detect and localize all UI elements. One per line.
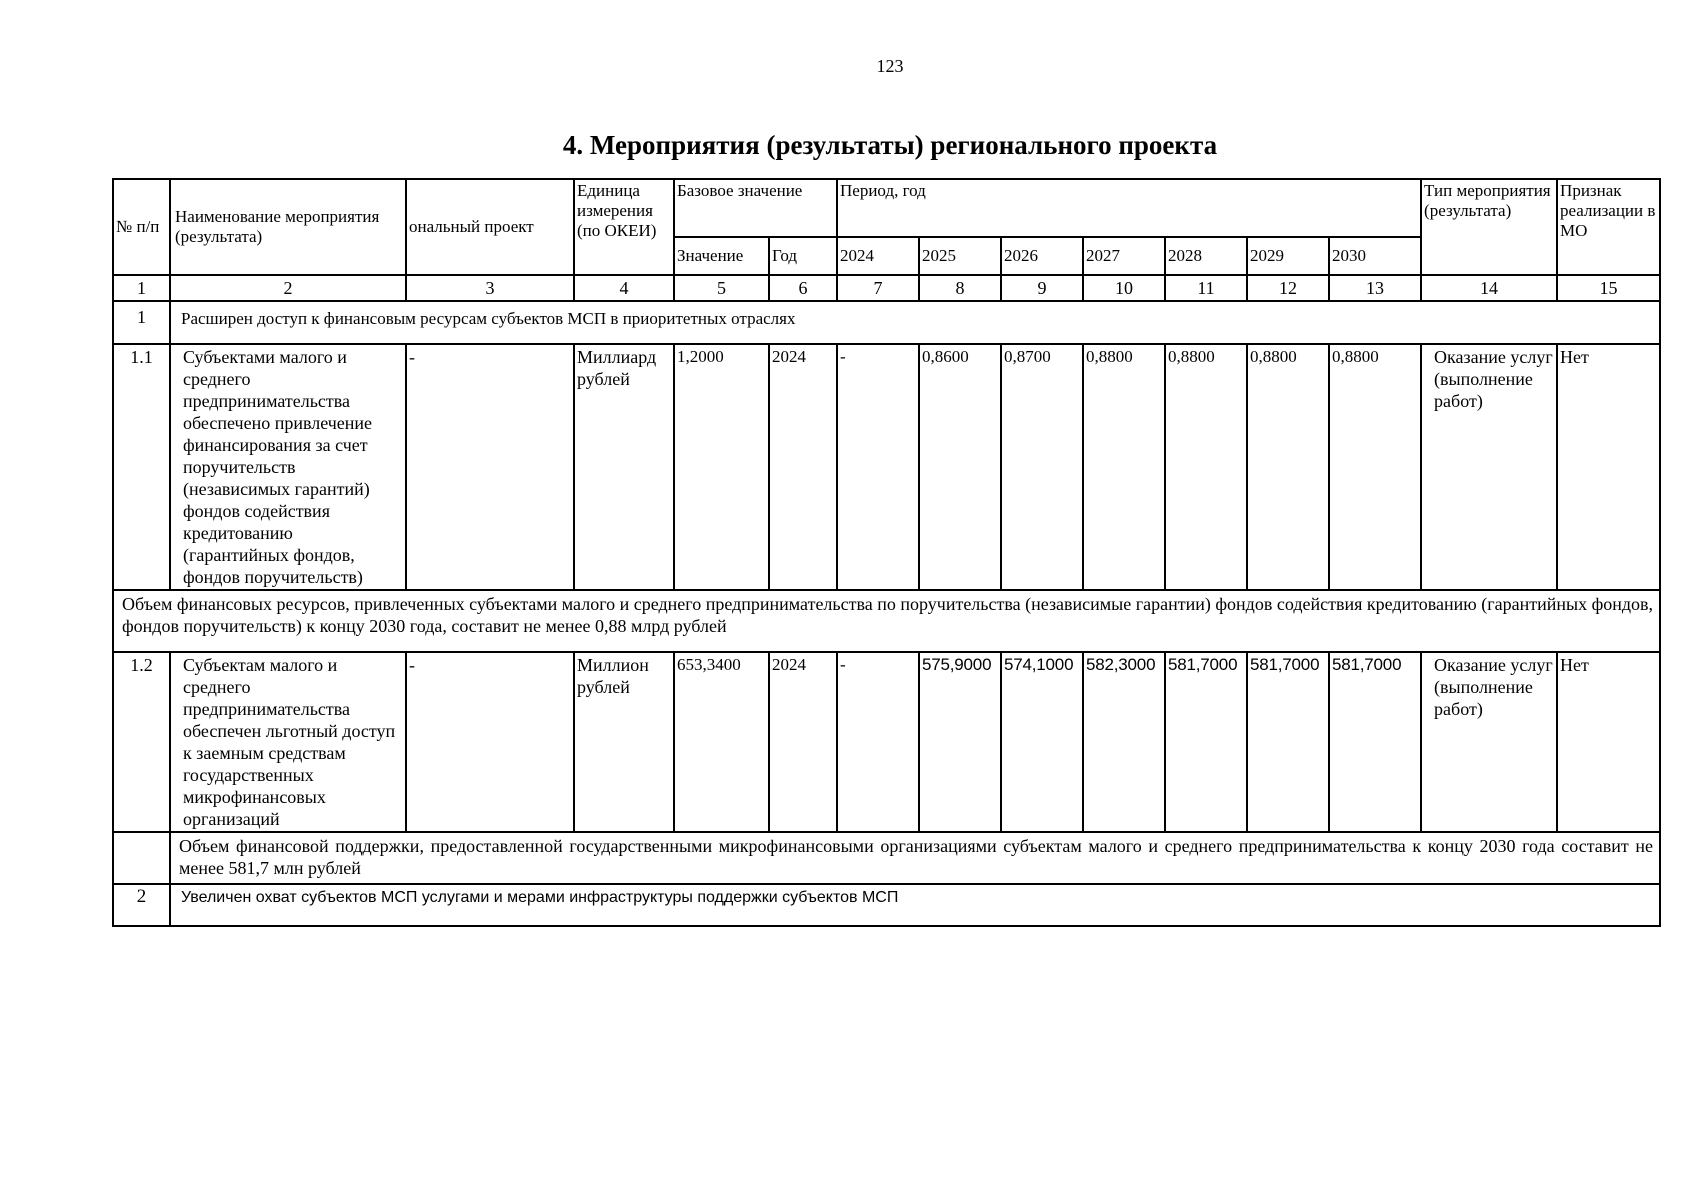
results-table [112,178,1661,927]
header-year-2028: 2028 [1165,237,1247,275]
header-unit: Единица измерения (по ОКЕИ) [574,179,674,275]
header-name: Наименование мероприятия (результата) [170,179,406,275]
row-value-2028: 581,7000 [1165,652,1247,832]
row-unit: Миллиард рублей [574,344,674,590]
section-title: 4. Мероприятия (результаты) регионального проекта [562,130,1218,160]
goal-text: Расширен доступ к финансовым ресурсам субъектов МСП в приоритетных отраслях [170,301,1660,344]
goal-num: 1 [113,301,170,344]
result-description: Объем финансовых ресурсов, привлеченных субъектами малого и среднего предпринимательства по поручительства (независимые гарантии) фондов содействия кредитованию (гарантийных фондов, фондов поручительств) к концу 2030 года, составит не менее 0,88 млрд рублей [113,590,1660,652]
header-base-year: Год [769,237,837,275]
goal-num: 2 [113,884,170,926]
header-year-2027: 2027 [1083,237,1165,275]
note-empty-cell [113,832,170,884]
row-value-2030: 581,7000 [1329,652,1421,832]
column-number: 7 [837,275,919,301]
row-value-2025: 575,9000 [919,652,1001,832]
table-row [113,652,1660,832]
header-year-2026: 2026 [1001,237,1083,275]
row-value-2024: - [837,652,919,832]
column-number: 10 [1083,275,1165,301]
row-base-value: 653,3400 [674,652,769,832]
column-number: 4 [574,275,674,301]
row-value-2026: 574,1000 [1001,652,1083,832]
row-unit: Миллион рублей [574,652,674,832]
column-number: 6 [769,275,837,301]
header-year-2029: 2029 [1247,237,1329,275]
header-year-2025: 2025 [919,237,1001,275]
row-sign: Нет [1557,652,1660,832]
row-value-2029: 581,7000 [1247,652,1329,832]
note-row [113,832,1660,884]
row-value-2025: 0,8600 [919,344,1001,590]
row-name: Субъектами малого и среднего предпринимательства обеспечено привлечение финансирования за счет поручительств (независимых гарантий) фондов содействия кредитованию (гарантийных фондов, фондов поручительств) [170,344,406,590]
column-number: 2 [170,275,406,301]
row-type: Оказание услуг (выполнение работ) [1421,652,1557,832]
row-value-2027: 0,8800 [1083,344,1165,590]
row-base-year: 2024 [769,652,837,832]
column-number: 14 [1421,275,1557,301]
row-name: Субъектам малого и среднего предпринимательства обеспечен льготный доступ к заемным средствам государственных микрофинансовых организаций [170,652,406,832]
header-sign: Признак реализации в МО [1557,179,1660,275]
row-num: 1.1 [113,344,170,590]
header-type: Тип мероприятия (результата) [1421,179,1557,275]
column-number: 12 [1247,275,1329,301]
page-number: 123 [876,56,904,76]
header-project: ональный проект [406,179,574,275]
column-numbers-row [113,275,1660,301]
column-number: 11 [1165,275,1247,301]
header-num: № п/п [113,179,170,275]
column-number: 5 [674,275,769,301]
row-value-2028: 0,8800 [1165,344,1247,590]
column-number: 9 [1001,275,1083,301]
row-value-2029: 0,8800 [1247,344,1329,590]
goal-row [113,884,1660,926]
row-value-2027: 582,3000 [1083,652,1165,832]
header-period: Период, год [837,179,1421,237]
column-number: 1 [113,275,170,301]
note-row [113,590,1660,652]
row-base-value: 1,2000 [674,344,769,590]
column-number: 13 [1329,275,1421,301]
goal-text: Увеличен охват субъектов МСП услугами и мерами инфраструктуры поддержки субъектов МСП [170,884,1660,926]
column-number: 8 [919,275,1001,301]
header-base-value: Значение [674,237,769,275]
header-base: Базовое значение [674,179,837,237]
column-number: 3 [406,275,574,301]
row-project: - [406,652,574,832]
row-value-2024: - [837,344,919,590]
row-value-2026: 0,8700 [1001,344,1083,590]
table-row [113,344,1660,590]
table-header-row [113,179,1660,237]
column-number: 15 [1557,275,1660,301]
header-year-2024: 2024 [837,237,919,275]
row-project: - [406,344,574,590]
goal-row [113,301,1660,344]
header-year-2030: 2030 [1329,237,1421,275]
row-num: 1.2 [113,652,170,832]
result-description: Объем финансовой поддержки, предоставленной государственными микрофинансовыми организациями субъектам малого и среднего предпринимательства к концу 2030 года составит не менее 581,7 млн рублей [170,832,1660,884]
row-base-year: 2024 [769,344,837,590]
row-type: Оказание услуг (выполнение работ) [1421,344,1557,590]
row-sign: Нет [1557,344,1660,590]
row-value-2030: 0,8800 [1329,344,1421,590]
